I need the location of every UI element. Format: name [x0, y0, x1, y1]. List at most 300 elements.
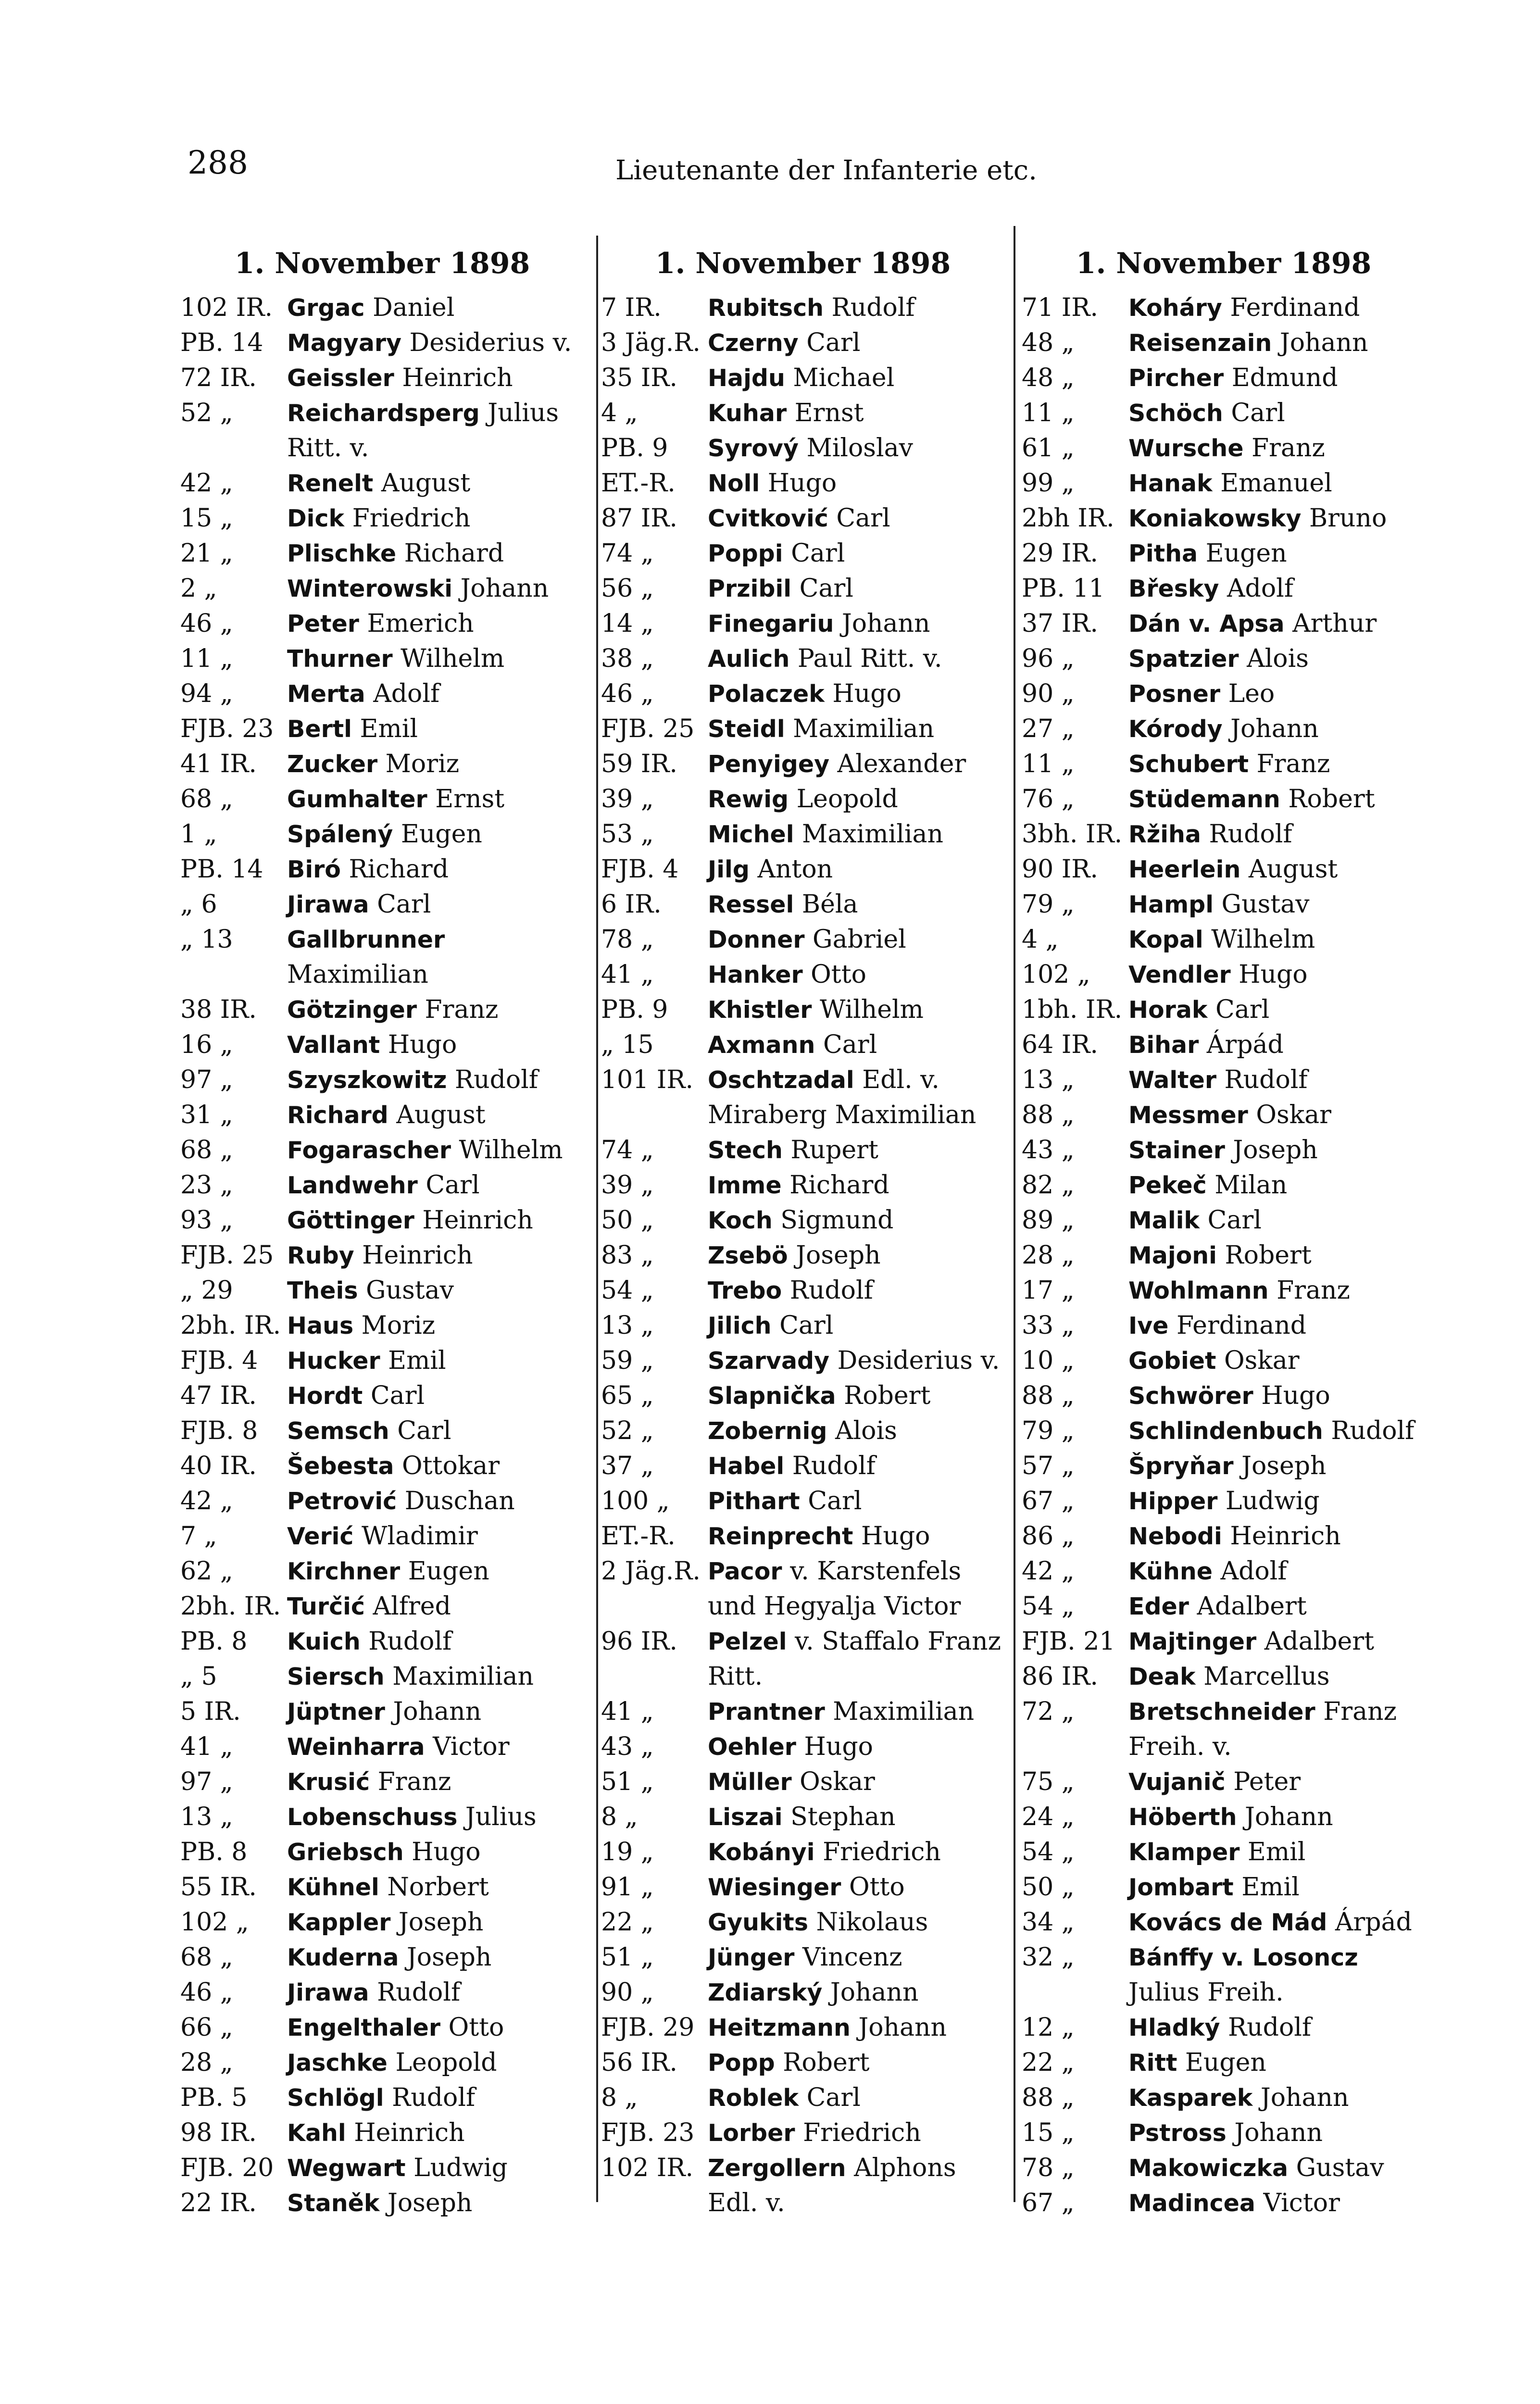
officer-entry: [1022, 1554, 1426, 1589]
officer-entry: [601, 1870, 1005, 1905]
unit-designation: 93 „: [180, 1206, 233, 1235]
surname: Spálený: [287, 821, 393, 848]
unit-designation: FJB. 29: [601, 2013, 695, 2042]
given-name: Hugo: [412, 1838, 481, 1866]
given-name: Franz: [1277, 1276, 1350, 1305]
unit-designation: 88 „: [1022, 1101, 1075, 1129]
unit-designation: 90 „: [601, 1978, 654, 2007]
officer-entry: [1022, 466, 1426, 501]
officer-entry: [180, 1624, 584, 1659]
officer-name: [1123, 536, 1426, 571]
officer-name: [702, 1343, 1005, 1378]
officer-entry: [601, 1765, 1005, 1800]
unit-designation: 15 „: [180, 504, 233, 533]
surname: Noll: [708, 470, 760, 497]
officer-entry: [1022, 1168, 1426, 1203]
officer-name: [702, 922, 1005, 957]
officer-name: [1123, 992, 1426, 1027]
surname: Stech: [708, 1137, 783, 1164]
officer-name: [702, 1729, 1005, 1765]
officer-name: [702, 1449, 1005, 1484]
given-name: Daniel: [373, 293, 455, 322]
surname: Malik: [1128, 1207, 1200, 1234]
surname: Kovács de Mád: [1128, 1909, 1327, 1936]
given-name: August: [1248, 855, 1338, 884]
given-name: Emil: [388, 1346, 446, 1375]
officer-entry: [180, 2151, 584, 2186]
officer-entry: [601, 1484, 1005, 1519]
officer-entry: [1022, 2045, 1426, 2080]
surname: Finegariu: [708, 610, 834, 638]
given-name: Adolf: [1227, 574, 1294, 603]
given-name: Miloslav: [806, 434, 913, 463]
surname: Bihar: [1128, 1031, 1199, 1059]
given-name: Duschan: [404, 1487, 515, 1515]
officer-entry: [601, 887, 1005, 922]
surname: Dick: [287, 505, 345, 532]
given-name: Julius Ritt. v.: [287, 399, 559, 463]
unit-designation: 97 „: [180, 1065, 233, 1094]
given-name: Heinrich: [1230, 1522, 1341, 1551]
officer-entry: [601, 817, 1005, 852]
surname: Krusić: [287, 1768, 370, 1796]
surname: Jaschke: [287, 2049, 388, 2077]
officer-entry: [180, 290, 584, 326]
given-name: Otto: [811, 960, 866, 989]
surname: Pitha: [1128, 540, 1198, 567]
officer-entry: [180, 536, 584, 571]
surname: Szarvady: [708, 1347, 830, 1375]
given-name: Carl: [1207, 1206, 1262, 1235]
unit-designation: 31 „: [180, 1101, 233, 1129]
given-name: Ernst: [794, 399, 864, 427]
surname: Merta: [287, 680, 365, 708]
officer-name: [1123, 361, 1426, 396]
unit-designation: 57 „: [1022, 1452, 1075, 1480]
officer-entry: [180, 1414, 584, 1449]
surname: Zobernig: [708, 1417, 827, 1445]
unit-designation: 35 IR.: [601, 363, 677, 392]
given-name: Franz: [1256, 750, 1330, 778]
officer-entry: [180, 1484, 584, 1519]
unit-designation: 21 „: [180, 539, 233, 568]
unit-designation: 86 „: [1022, 1522, 1075, 1551]
officer-name: [702, 1308, 1005, 1343]
officer-name: [1123, 1027, 1426, 1063]
given-name: Eugen: [1185, 2048, 1266, 2077]
officer-entry: [1022, 1098, 1426, 1133]
given-name: Robert: [844, 1381, 931, 1410]
officer-name: [281, 1203, 584, 1238]
officer-entry: [601, 1624, 1005, 1694]
officer-entry: [180, 1800, 584, 1835]
surname: Gyukits: [708, 1909, 809, 1936]
surname: Rubitsch: [708, 294, 824, 322]
given-name: Árpád: [1206, 1030, 1284, 1059]
officer-name: [281, 1414, 584, 1449]
officer-name: [281, 922, 584, 992]
surname: Hordt: [287, 1382, 363, 1410]
officer-entry: [601, 396, 1005, 431]
officer-entry: [1022, 641, 1426, 676]
surname: Majtinger: [1128, 1628, 1257, 1655]
given-name: Johann: [460, 574, 549, 603]
surname: Reichardsperg: [287, 400, 480, 427]
unit-designation: 101 IR.: [601, 1065, 694, 1094]
unit-designation: 78 „: [1022, 2154, 1075, 2182]
unit-designation: 94 „: [180, 679, 233, 708]
officer-name: [1123, 1905, 1426, 1940]
given-name: Carl: [836, 504, 890, 533]
given-name: Adolf: [1220, 1557, 1287, 1586]
unit-designation: 79 „: [1022, 890, 1075, 919]
given-name: Rudolf: [1228, 2013, 1312, 2042]
officer-name: [281, 817, 584, 852]
surname: Koch: [708, 1207, 773, 1234]
officer-name: [702, 1133, 1005, 1168]
officer-entry: [1022, 1449, 1426, 1484]
officer-entry: [601, 536, 1005, 571]
given-name: Rudolf: [454, 1065, 538, 1094]
surname: Trebo: [708, 1277, 782, 1304]
surname: Koháry: [1128, 294, 1222, 322]
officer-entry: [601, 2080, 1005, 2116]
officer-name: [1123, 396, 1426, 431]
unit-designation: FJB. 4: [180, 1346, 258, 1375]
officer-entry: [601, 1554, 1005, 1624]
unit-designation: 13 „: [601, 1311, 654, 1340]
unit-designation: 54 „: [601, 1276, 654, 1305]
given-name: Richard: [789, 1171, 889, 1200]
given-name: Nikolaus: [816, 1908, 928, 1937]
officer-name: [702, 1765, 1005, 1800]
officer-name: [1123, 922, 1426, 957]
unit-designation: FJB. 21: [1022, 1627, 1115, 1656]
surname: Eder: [1128, 1593, 1189, 1620]
officer-entry: [1022, 571, 1426, 606]
surname: Engelthaler: [287, 2014, 441, 2041]
unit-designation: 42 „: [180, 1487, 233, 1515]
surname: Břesky: [1128, 575, 1219, 602]
officer-name: [1123, 1063, 1426, 1098]
officer-name: [702, 536, 1005, 571]
officer-entry: [601, 676, 1005, 712]
officer-name: [702, 957, 1005, 992]
officer-entry: [1022, 1273, 1426, 1308]
officer-entry: [180, 641, 584, 676]
given-name: Edmund: [1231, 363, 1338, 392]
officer-name: [1123, 1343, 1426, 1378]
officer-name: [281, 641, 584, 676]
given-name: Bruno: [1309, 504, 1387, 533]
officer-name: [281, 2045, 584, 2080]
officer-entry: [601, 1729, 1005, 1765]
unit-designation: 22 „: [1022, 2048, 1075, 2077]
column-heading: 1. November 1898: [655, 247, 951, 280]
unit-designation: 50 „: [601, 1206, 654, 1235]
officer-entry: [180, 466, 584, 501]
unit-designation: „ 29: [180, 1276, 233, 1305]
given-name: Robert: [783, 2048, 870, 2077]
officer-entry: [601, 431, 1005, 466]
officer-name: [1123, 2151, 1426, 2186]
officer-name: [1123, 676, 1426, 712]
officer-entry: [180, 396, 584, 466]
given-name: Vincenz: [802, 1943, 902, 1972]
officer-entry: [180, 501, 584, 536]
surname: Šebesta: [287, 1452, 394, 1480]
surname: Klamper: [1128, 1839, 1240, 1866]
officer-entry: [1022, 2116, 1426, 2151]
given-name: Heinrich: [422, 1206, 533, 1235]
officer-entry: [180, 1940, 584, 1975]
unit-designation: 11 „: [180, 644, 233, 673]
unit-designation: FJB. 4: [601, 855, 679, 884]
given-name: Oskar: [1256, 1101, 1331, 1129]
surname: Cvitković: [708, 505, 828, 532]
unit-designation: 55 IR.: [180, 1873, 257, 1902]
column-2: [601, 240, 1005, 2221]
column-1: [180, 240, 584, 2221]
given-name: Carl: [377, 890, 431, 919]
surname: Vujanič: [1128, 1768, 1226, 1796]
unit-designation: PB. 11: [1022, 574, 1105, 603]
given-name: Hugo: [388, 1030, 457, 1059]
given-name: Otto: [849, 1873, 905, 1902]
unit-designation: 42 „: [1022, 1557, 1075, 1586]
unit-designation: ET.-R.: [601, 1522, 676, 1551]
officer-entry: [180, 1835, 584, 1870]
officer-entry: [180, 1870, 584, 1905]
unit-designation: 41 „: [180, 1732, 233, 1761]
unit-designation: 15 „: [1022, 2118, 1075, 2147]
officer-entry: [180, 1729, 584, 1765]
unit-designation: PB. 9: [601, 995, 668, 1024]
given-name: Johann: [830, 1978, 919, 2007]
officer-name: [702, 1905, 1005, 1940]
surname: Thurner: [287, 645, 393, 673]
surname: Lorber: [708, 2119, 795, 2147]
given-name: Rudolf: [392, 2083, 476, 2112]
unit-designation: 89 „: [1022, 1206, 1075, 1235]
officer-name: [281, 1378, 584, 1414]
given-name: Heinrich: [362, 1241, 473, 1270]
officer-entry: [1022, 290, 1426, 326]
given-name: Eugen: [401, 820, 482, 849]
given-name: Joseph: [1241, 1452, 1327, 1480]
surname: Bretschneider: [1128, 1698, 1315, 1726]
surname: Jombart: [1128, 1874, 1234, 1901]
officer-entry: [180, 712, 584, 747]
unit-designation: 96 IR.: [601, 1627, 677, 1656]
officer-name: [1123, 1765, 1426, 1800]
officer-name: [1123, 852, 1426, 887]
officer-name: [281, 1238, 584, 1273]
given-name: Paul Ritt. v.: [797, 644, 942, 673]
unit-designation: 41 „: [601, 960, 654, 989]
officer-name: [1123, 1449, 1426, 1484]
officer-entry: [180, 606, 584, 641]
officer-name: [281, 1343, 584, 1378]
officer-name: [1123, 1273, 1426, 1308]
given-name: Johann: [1234, 2118, 1323, 2147]
surname: Zdiarský: [708, 1979, 823, 2006]
surname: Ržiha: [1128, 821, 1201, 848]
page-number: 288: [188, 144, 248, 181]
officer-name: [281, 606, 584, 641]
officer-entry: [1022, 922, 1426, 957]
surname: Ritt: [1128, 2049, 1177, 2077]
officer-entry: [180, 676, 584, 712]
unit-designation: 23 „: [180, 1171, 233, 1200]
officer-name: [1123, 1519, 1426, 1554]
officer-name: [702, 1273, 1005, 1308]
officer-name: [702, 2045, 1005, 2080]
officer-entry: [1022, 2151, 1426, 2186]
given-name: v. Karstenfels und Hegyalja Victor: [708, 1557, 962, 1621]
given-name: Eugen: [1205, 539, 1287, 568]
unit-designation: 43 „: [1022, 1136, 1075, 1164]
officer-entry: [1022, 536, 1426, 571]
officer-entry: [1022, 1027, 1426, 1063]
officer-entry: [180, 1238, 584, 1273]
officer-name: [702, 1238, 1005, 1273]
officer-entry: [1022, 326, 1426, 361]
given-name: Emanuel: [1220, 469, 1332, 498]
officer-name: [702, 852, 1005, 887]
unit-designation: 4 „: [1022, 925, 1059, 954]
given-name: Desiderius v.: [837, 1346, 1000, 1375]
surname: Posner: [1128, 680, 1221, 708]
unit-designation: 54 „: [1022, 1592, 1075, 1621]
officer-name: [1123, 1589, 1426, 1624]
officer-entry: [1022, 361, 1426, 396]
officer-name: [281, 1870, 584, 1905]
surname: Höberth: [1128, 1803, 1237, 1831]
unit-designation: 33 „: [1022, 1311, 1075, 1340]
unit-designation: 90 IR.: [1022, 855, 1098, 884]
unit-designation: 68 „: [180, 785, 233, 814]
surname: Axmann: [708, 1031, 815, 1059]
officer-name: [1123, 1800, 1426, 1835]
officer-name: [1123, 747, 1426, 782]
given-name: Joseph: [398, 1908, 484, 1937]
given-name: Alphons Edl. v.: [708, 2154, 956, 2217]
surname: Aulich: [708, 645, 790, 673]
given-name: Johann: [858, 2013, 947, 2042]
officer-entry: [1022, 1308, 1426, 1343]
officer-name: [702, 1870, 1005, 1905]
surname: Pekeč: [1128, 1172, 1207, 1199]
officer-entry: [601, 290, 1005, 326]
given-name: Rudolf: [1224, 1065, 1308, 1094]
officer-entry: [180, 747, 584, 782]
given-name: Carl: [426, 1171, 480, 1200]
unit-designation: 76 „: [1022, 785, 1075, 814]
officer-entry: [601, 1519, 1005, 1554]
officer-entry: [1022, 1624, 1426, 1659]
given-name: Maximilian: [833, 1697, 975, 1726]
unit-designation: 2bh IR.: [1022, 504, 1114, 533]
unit-designation: FJB. 25: [180, 1241, 274, 1270]
officer-entry: [601, 1273, 1005, 1308]
officer-name: [281, 747, 584, 782]
surname: Griebsch: [287, 1839, 404, 1866]
surname: Pacor: [708, 1558, 782, 1585]
unit-designation: 62 „: [180, 1557, 233, 1586]
surname: Vendler: [1128, 961, 1231, 989]
officer-entry: [180, 1765, 584, 1800]
surname: Wegwart: [287, 2154, 406, 2182]
officer-entry: [601, 2116, 1005, 2151]
unit-designation: 67 „: [1022, 1487, 1075, 1515]
officer-entry: [1022, 1835, 1426, 1870]
officer-name: [281, 852, 584, 887]
officer-name: [1123, 1414, 1426, 1449]
officer-entry: [1022, 1484, 1426, 1519]
officer-name: [702, 2116, 1005, 2151]
officer-name: [281, 501, 584, 536]
officer-name: [281, 1027, 584, 1063]
officer-name: [702, 1694, 1005, 1729]
unit-designation: 41 IR.: [180, 750, 257, 778]
surname: Imme: [708, 1172, 782, 1199]
officer-entry: [180, 1098, 584, 1133]
surname: Siersch: [287, 1663, 385, 1690]
surname: Hampl: [1128, 891, 1214, 918]
officer-entry: [1022, 747, 1426, 782]
officer-entry: [1022, 887, 1426, 922]
officer-entry: [601, 1343, 1005, 1378]
officer-entry: [180, 1905, 584, 1940]
officer-name: [702, 1414, 1005, 1449]
unit-designation: FJB. 23: [601, 2118, 695, 2147]
officer-entry: [180, 1343, 584, 1378]
officer-entry: [1022, 2186, 1426, 2221]
given-name: Joseph: [388, 2189, 473, 2217]
officer-entry: [601, 852, 1005, 887]
surname: Jirawa: [287, 1979, 369, 2006]
officer-entry: [601, 1905, 1005, 1940]
given-name: Maximilian: [287, 960, 428, 989]
surname: Semsch: [287, 1417, 389, 1445]
unit-designation: 6 IR.: [601, 890, 662, 919]
given-name: Gustav: [1221, 890, 1310, 919]
officer-entry: [1022, 1765, 1426, 1800]
unit-designation: 28 „: [180, 2048, 233, 2077]
given-name: Hugo: [1261, 1381, 1330, 1410]
officer-name: [702, 2080, 1005, 2116]
given-name: Ernst: [435, 785, 505, 814]
given-name: Gustav: [366, 1276, 454, 1305]
surname: Haus: [287, 1312, 354, 1340]
officer-entry: [601, 1203, 1005, 1238]
officer-entry: [180, 1063, 584, 1098]
given-name: Carl: [1231, 399, 1285, 427]
unit-designation: 2bh. IR.: [180, 1592, 281, 1621]
officer-name: [702, 396, 1005, 431]
unit-designation: 88 „: [1022, 1381, 1075, 1410]
officer-entry: [180, 571, 584, 606]
surname: Pircher: [1128, 364, 1224, 392]
officer-name: [281, 1835, 584, 1870]
officer-name: [281, 2080, 584, 2116]
officer-name: [702, 2010, 1005, 2045]
officer-name: [702, 712, 1005, 747]
surname: Walter: [1128, 1066, 1216, 1094]
given-name: Hugo: [804, 1732, 873, 1761]
unit-designation: PB. 9: [601, 434, 668, 463]
